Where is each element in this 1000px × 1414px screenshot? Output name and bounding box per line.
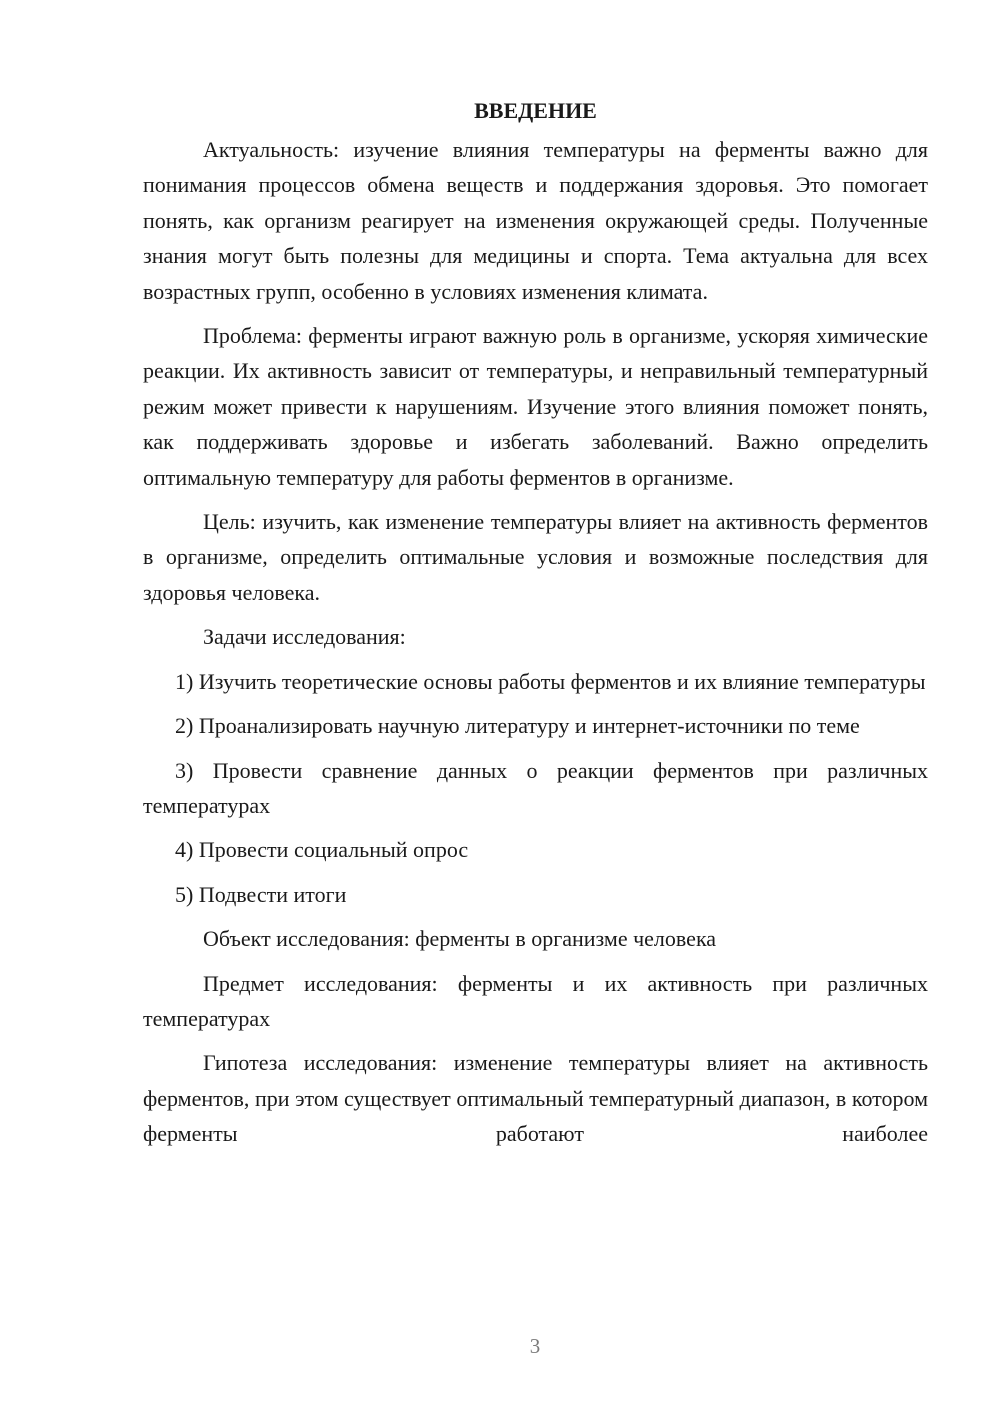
tasks-title: Задачи исследования: (203, 624, 406, 650)
page-title: ВВЕДЕНИЕ (474, 98, 597, 123)
task-item-1: 1) Изучить теоретические основы работы ферментов и их влияние температуры (175, 668, 926, 694)
object-paragraph: Объект исследования: ферменты в организме человека (203, 926, 717, 952)
task-item-5: 5) Подвести итоги (175, 881, 347, 907)
subject-paragraph: Предмет исследования: ферменты и их активность при различных температурах (143, 970, 928, 1031)
goal-paragraph: Цель: изучить, как изменение температуры влияет на активность ферментов в организме, определить оптимальные условия и возможные последствия для здоровья человека. (143, 509, 928, 605)
task-item-2: 2) Проанализировать научную литературу и интернет-источники по теме (175, 713, 860, 739)
relevance-paragraph: Актуальность: изучение влияния температуры на ферменты важно для понимания процессов обмена веществ и поддержания здоровья. Это помогает понять, как организм реагирует на изменения окружающей среды. Полученные знания могут быть полезны для медицины и спорта. Тема актуальна для всех возрастных групп, особенно в условиях изменения климата. (143, 137, 928, 304)
problem-paragraph: Проблема: ферменты играют важную роль в организме, ускоряя химические реакции. Их активность зависит от температуры, и неправильный температурный режим может привести к нарушениям. Изучение этого влияния поможет понять, как поддерживать здоровье и избегать заболеваний. Важно определить оптимальную температуру для работы ферментов в организме. (143, 323, 928, 490)
task-item-4: 4) Провести социальный опрос (175, 837, 469, 863)
page-number: 3 (529, 1334, 541, 1358)
hypothesis-paragraph: Гипотеза исследования: изменение температуры влияет на активность ферментов, при этом существует оптимальный температурный диапазон, в котором ферменты работают наиболее (143, 1050, 928, 1147)
page-content (143, 97, 928, 1161)
task-item-3: 3) Провести сравнение данных о реакции ферментов при различных температурах (143, 757, 928, 818)
